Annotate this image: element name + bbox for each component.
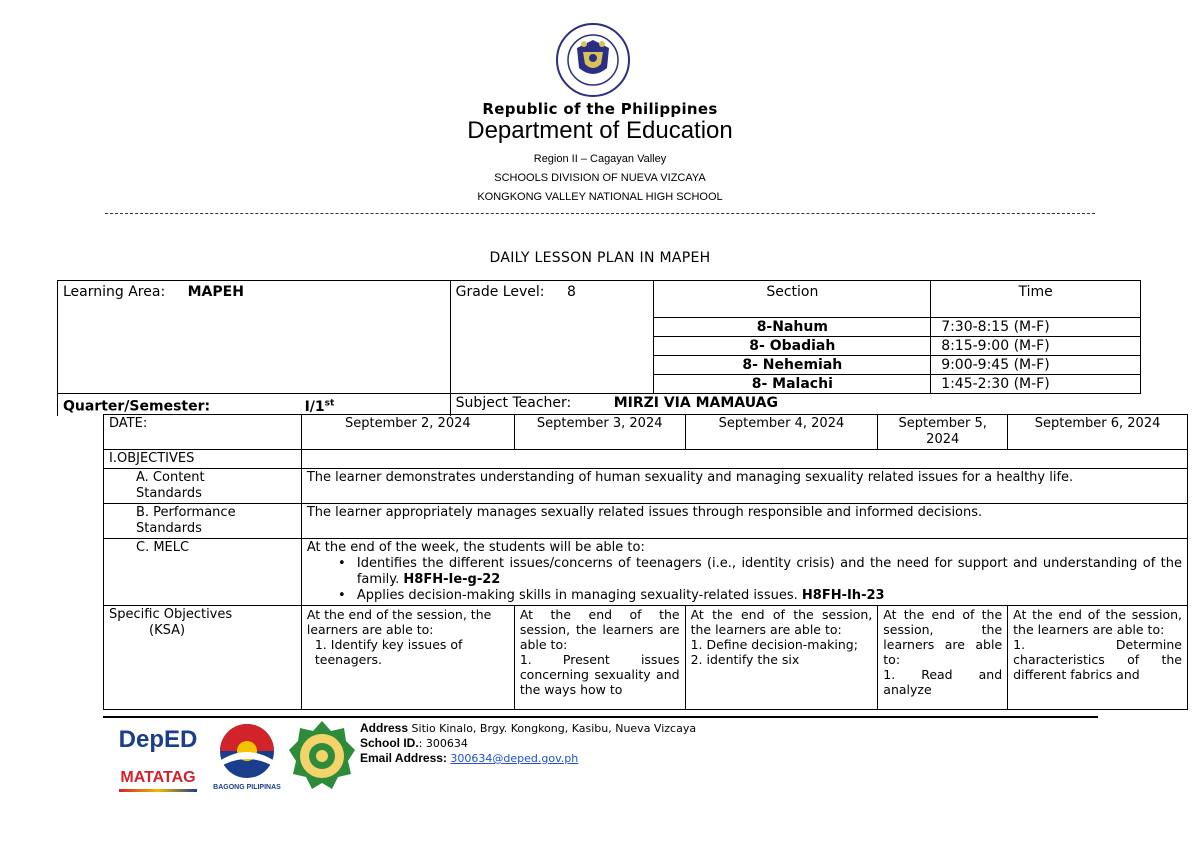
performance-standards-label: B. Performance Standards [104, 504, 302, 539]
school-seal [287, 719, 357, 795]
quarter-cell: Quarter/Semester: I/1st [58, 394, 451, 416]
date-cell: September 5, 2024 [878, 415, 1008, 450]
section-header: Section [654, 281, 931, 318]
header-divider [105, 213, 1095, 214]
specific-objective-cell: At the end of the session, the learners are able to: 1. Determine characteristics of the different fabrics and [1008, 606, 1188, 710]
melc-item: • Applies decision-making skills in managing sexuality-related issues. H8FH-Ih-23 [307, 588, 1182, 604]
date-cell: September 6, 2024 [1008, 415, 1188, 450]
melc-label: C. MELC [104, 539, 302, 606]
learning-area-cell: Learning Area: MAPEH [58, 281, 451, 394]
bullet-icon: • [338, 556, 346, 571]
region-line: Region II – Cagayan Valley [533, 153, 667, 165]
section-name: 8- Malachi [654, 375, 931, 394]
date-label: DATE: [104, 415, 302, 450]
melc-intro: At the end of the week, the students will be able to: [306, 540, 645, 555]
lesson-plan-table [103, 414, 1188, 710]
section-name: 8-Nahum [654, 318, 931, 337]
section-name: 8- Obadiah [654, 337, 931, 356]
specific-objective-cell: At the end of the session, the learners are able to: 1. Present issues concerning sexuality and the ways how to [514, 606, 685, 710]
footer-contact [360, 721, 696, 766]
grade-value: 8 [566, 284, 576, 300]
section-time: 1:45-2:30 (M-F) [931, 375, 1141, 394]
bagong-pilipinas-wordmark: BAGONG PILIPINAS [213, 784, 281, 791]
section-time: 8:15-9:00 (M-F) [931, 337, 1141, 356]
email-link[interactable]: 300634@deped.gov.ph [450, 752, 579, 765]
section-name: 8- Nehemiah [654, 356, 931, 375]
melc-cell [301, 539, 1187, 606]
section-time: 7:30-8:15 (M-F) [931, 318, 1141, 337]
department-title: Department of Education [467, 117, 733, 144]
date-cell: September 2, 2024 [301, 415, 514, 450]
bullet-icon: • [338, 588, 346, 603]
matatag-wordmark: MATATAG [120, 769, 196, 786]
specific-objective-cell: At the end of the session, the learners are able to: 1. Read and analyze [878, 606, 1008, 710]
teacher-cell: Subject Teacher: MIRZI VIA MAMAUAG [450, 394, 1140, 416]
melc-code: H8FH-Ih-23 [801, 588, 885, 603]
content-standards-text: The learner demonstrates understanding of human sexuality and managing sexuality related issues for a healthy life. [301, 469, 1187, 504]
republic-line: Republic of the Philippines [482, 100, 718, 118]
time-header: Time [931, 281, 1141, 318]
melc-item: • Identifies the different issues/concerns of teenagers (i.e., identity crisis) and the need for support and understanding of the family. H8FH-Ie-g-22 [307, 556, 1182, 588]
teacher-name: MIRZI VIA MAMAUAG [613, 395, 778, 411]
specific-objectives-label: Specific Objectives (KSA) [104, 606, 302, 710]
content-standards-label: A. Content Standards [104, 469, 302, 504]
date-cell: September 4, 2024 [685, 415, 878, 450]
specific-objective-cell: At the end of the session, the learners are able to: 1. Define decision-making; 2. identify the six [685, 606, 878, 710]
info-table [57, 280, 1141, 416]
melc-code: H8FH-Ie-g-22 [403, 572, 501, 587]
deped-matatag-logo [113, 725, 203, 795]
address-label: Address [360, 721, 409, 735]
date-cell: September 3, 2024 [514, 415, 685, 450]
objectives-heading: I.OBJECTIVES [104, 450, 302, 469]
quarter-value: I/1st [304, 398, 335, 415]
specific-objective-cell: At the end of the session, the learners are able to: 1. Identify key issues of teenagers. [301, 606, 514, 710]
bagong-pilipinas-logo [207, 722, 287, 794]
school-line: KONGKONG VALLEY NATIONAL HIGH SCHOOL [477, 191, 723, 203]
learning-area-value: MAPEH [187, 284, 244, 300]
footer-divider [103, 716, 1098, 718]
section-time: 9:00-9:45 (M-F) [931, 356, 1141, 375]
email-label: Email Address: [360, 751, 447, 765]
grade-level-cell: Grade Level: 8 [450, 281, 654, 394]
deped-wordmark: DepED [118, 726, 198, 753]
division-line: SCHOOLS DIVISION OF NUEVA VIZCAYA [494, 172, 706, 184]
address-value: Sitio Kinalo, Brgy. Kongkong, Kasibu, Nueva Vizcaya [411, 722, 697, 735]
performance-standards-text: The learner appropriately manages sexually related issues through responsible and informed decisions. [301, 504, 1187, 539]
deped-seal [555, 22, 631, 98]
school-id-value: : 300634 [418, 737, 468, 750]
document-title: DAILY LESSON PLAN IN MAPEH [489, 250, 711, 266]
school-id-label: School ID. [360, 736, 419, 750]
